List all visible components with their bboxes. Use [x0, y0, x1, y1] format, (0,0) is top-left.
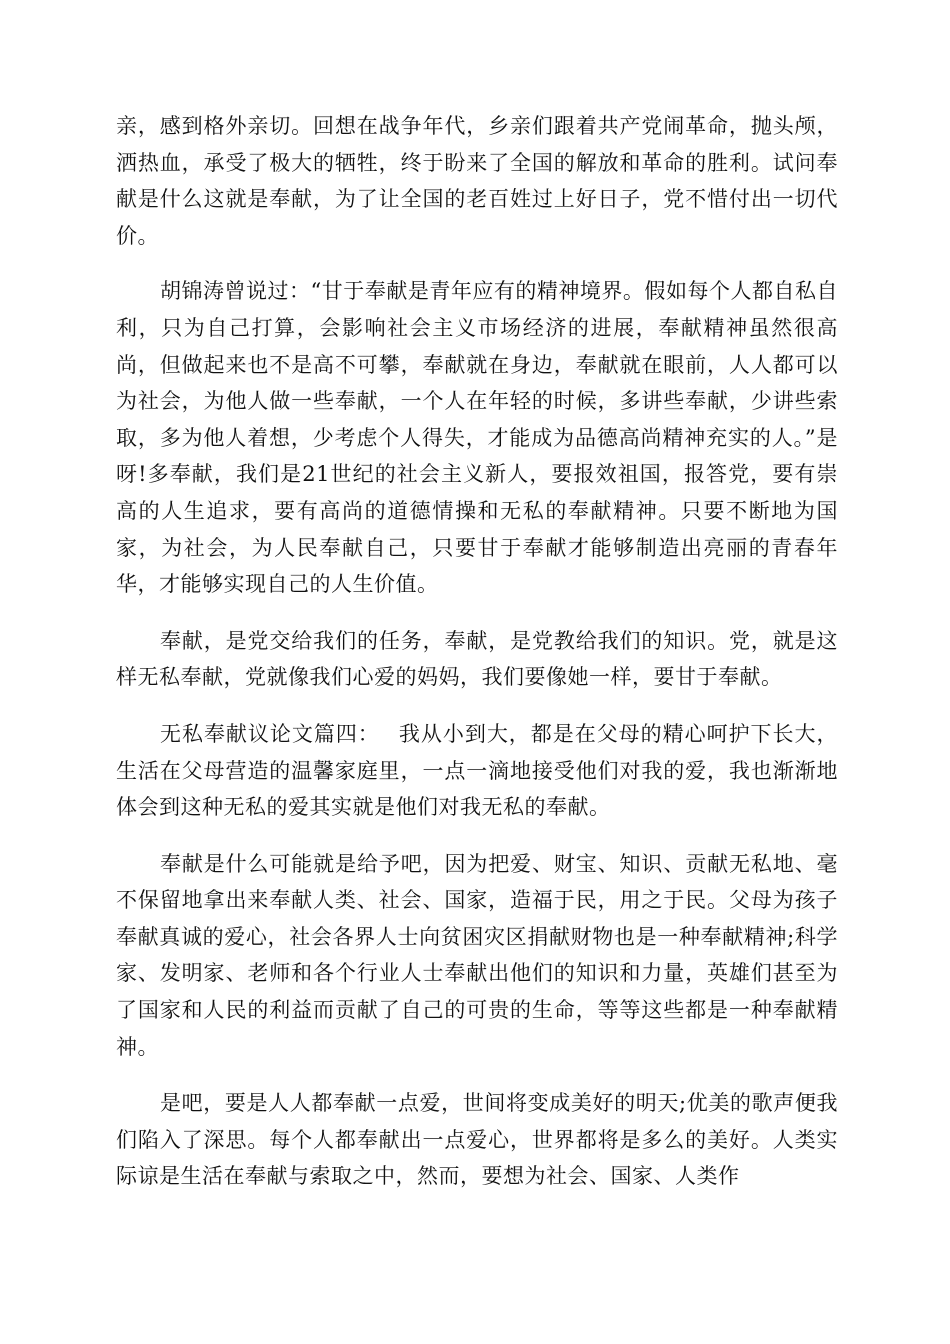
paragraph-what-is-dedication: 奉献是什么可能就是给予吧，因为把爱、财宝、知识、贡献无私地、毫不保留地拿出来奉献人类、社会、国家，造福于民，用之于民。父母为孩子奉献真诚的爱心，社会各界人士向贫困灾区捐献财物也是一种奉献精神;科学家、发明家、老师和各个行业人士奉献出他们的知识和力量，英雄们甚至为了国家和人民的利益而贡献了自己的可贵的生命，等等这些都是一种奉献精神。 — [116, 851, 838, 1059]
paragraph-everyone-dedicates: 是吧，要是人人都奉献一点爱，世间将变成美好的明天;优美的歌声便我们陷入了深思。每个人都奉献出一点爱心，世界都将是多么的美好。人类实际谅是生活在奉献与索取之中，然而，要想为社会、国家、人类作 — [116, 1091, 838, 1189]
paragraph-hu-jintao-quote: 胡锦涛曾说过：“甘于奉献是青年应有的精神境界。假如每个人都自私自利，只为自己打算，会影响社会主义市场经济的进展，奉献精神虽然很高尚，但做起来也不是高不可攀，奉献就在身边，奉献就在眼前，人人都可以为社会，为他人做一些奉献，一个人在年轻的时候，多讲些奉献，少讲些索取，多为他人着想，少考虑个人得失，才能成为品德高尚精神充实的人。”是呀!多奉献，我们是21世纪的社会主义新人，要报效祖国，报答党，要有崇高的人生追求，要有高尚的道德情操和无私的奉献精神。只要不断地为国家，为社会，为人民奉献自己，只要甘于奉献才能够制造出亮丽的青春年华，才能够实现自己的人生价值。 — [116, 279, 838, 597]
paragraph-continuation: 亲，感到格外亲切。回想在战争年代，乡亲们跟着共产党闹革命，抛头颅，洒热血，承受了极大的牺牲，终于盼来了全国的解放和革命的胜利。试问奉献是什么这就是奉献，为了让全国的老百姓过上好日子，党不惜付出一切代价。 — [116, 114, 838, 248]
document-page — [116, 108, 838, 1215]
paragraph-essay-four: 无私奉献议论文篇四： 我从小到大，都是在父母的精心呵护下长大，生活在父母营造的温馨家庭里，一点一滴地接受他们对我的爱，我也渐渐地体会到这种无私的爱其实就是他们对我无私的奉献。 — [116, 721, 838, 820]
paragraph-party-task: 奉献，是党交给我们的任务，奉献，是党教给我们的知识。党，就是这样无私奉献，党就像我们心爱的妈妈，我们要像她一样，要甘于奉献。 — [116, 628, 838, 690]
